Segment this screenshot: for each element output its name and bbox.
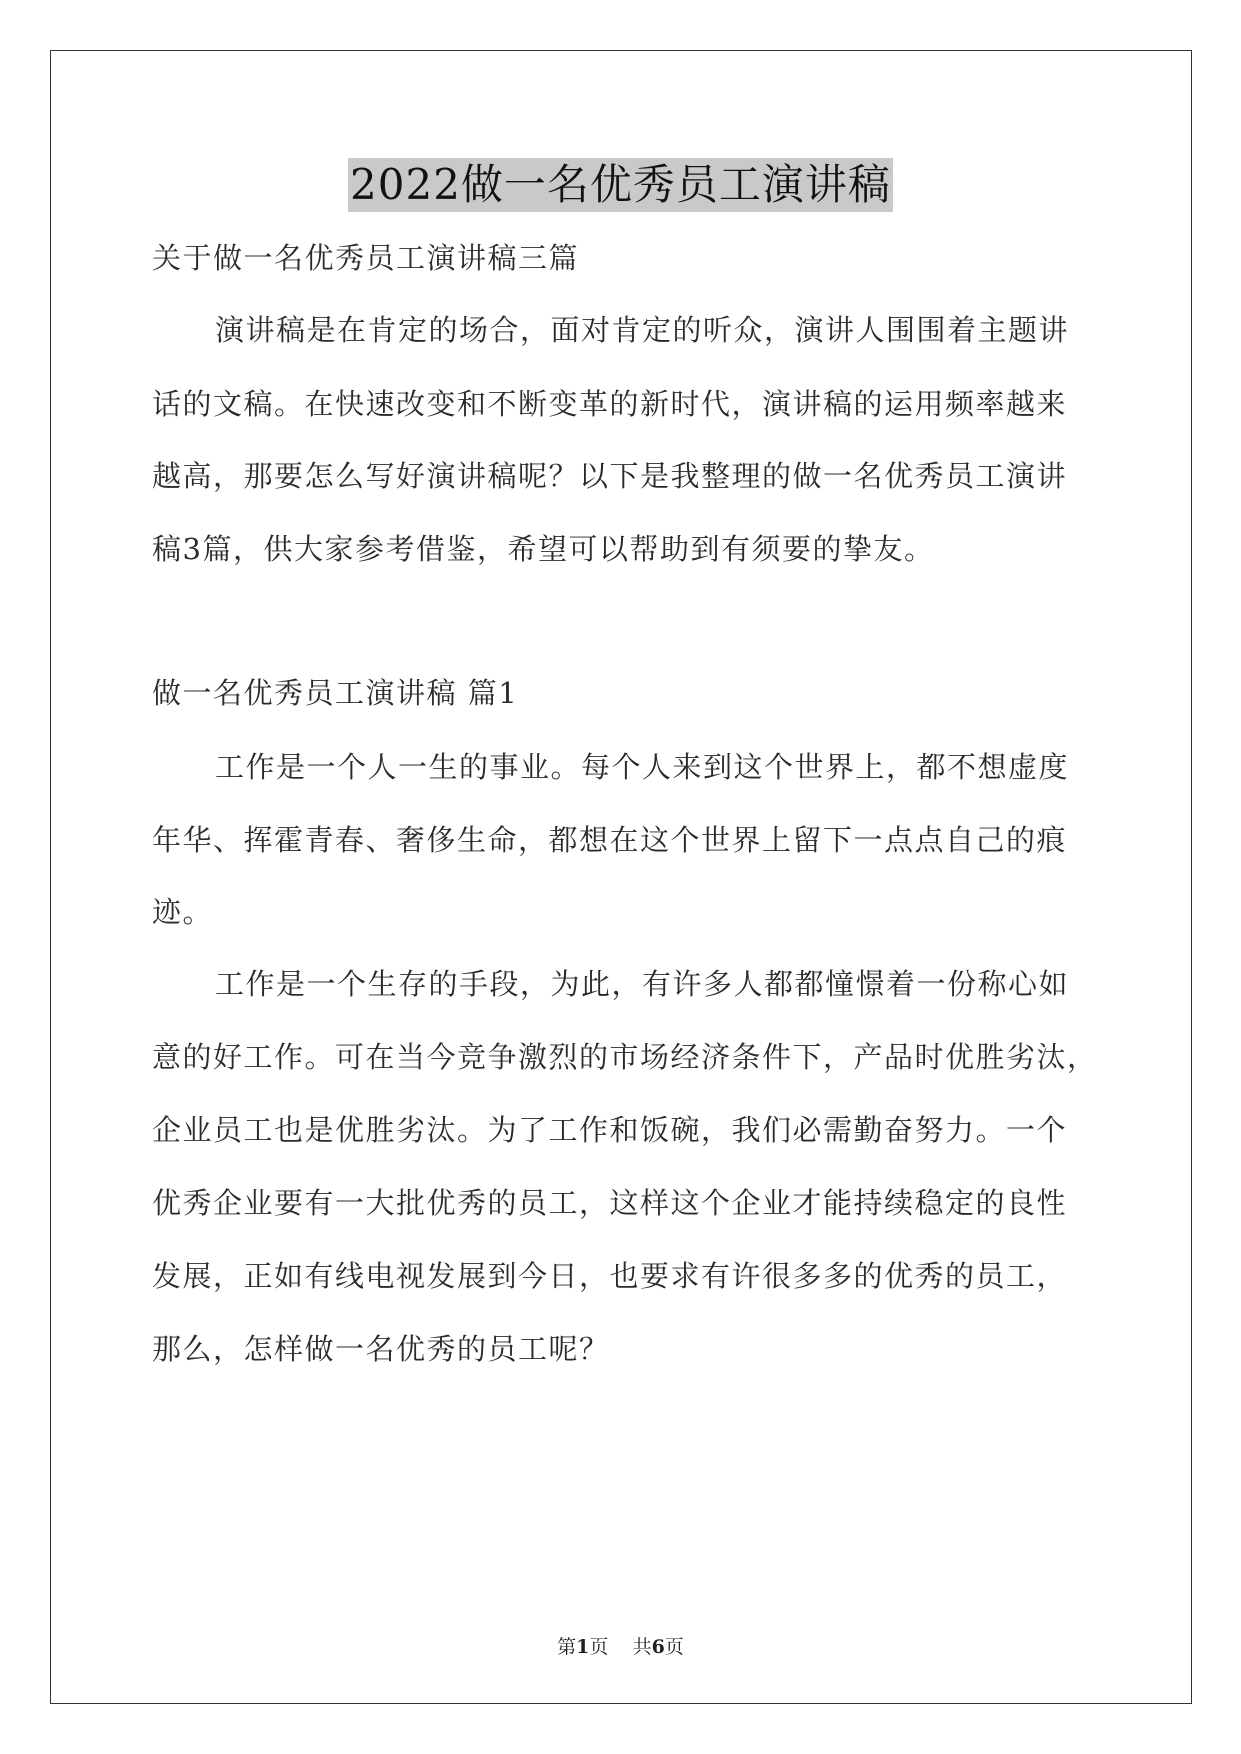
intro-line: 演讲稿是在肯定的场合，面对肯定的听众，演讲人围围着主题讲: [215, 313, 1070, 347]
document-title: 2022做一名优秀员工演讲稿: [348, 158, 893, 212]
paragraph-line: 企业员工也是优胜劣汰。为了工作和饭碗，我们必需勤奋努力。一个: [152, 1113, 1068, 1147]
page-suffix: 页: [589, 1636, 609, 1658]
title-container: [0, 158, 1241, 212]
page-current: 1: [576, 1636, 590, 1658]
paragraph-line: 工作是一个生存的手段，为此，有许多人都都憧憬着一份称心如: [215, 967, 1070, 1001]
paragraph-line: 发展，正如有线电视发展到今日，也要求有许很多多的优秀的员工，: [152, 1259, 1068, 1293]
paragraph-line: 年华、挥霍青春、奢侈生命，都想在这个世界上留下一点点自己的痕: [152, 823, 1068, 857]
page-footer: [0, 1632, 1241, 1659]
page-border: [50, 50, 1192, 1704]
page-prefix: 第: [557, 1636, 577, 1658]
intro-line: 稿3篇，供大家参考借鉴，希望可以帮助到有须要的挚友。: [152, 532, 935, 566]
paragraph-line: 那么，怎样做一名优秀的员工呢？: [152, 1332, 610, 1366]
total-suffix: 页: [664, 1636, 684, 1658]
document-subtitle: 关于做一名优秀员工演讲稿三篇: [152, 241, 580, 275]
paragraph-line: 优秀企业要有一大批优秀的员工，这样这个企业才能持续稳定的良性: [152, 1186, 1068, 1220]
intro-line: 话的文稿。在快速改变和不断变革的新时代，演讲稿的运用频率越来: [152, 387, 1068, 421]
section-heading: 做一名优秀员工演讲稿 篇1: [152, 676, 519, 710]
total-prefix: 共: [632, 1636, 652, 1658]
intro-line: 越高，那要怎么写好演讲稿呢？以下是我整理的做一名优秀员工演讲: [152, 459, 1068, 493]
paragraph-line: 工作是一个人一生的事业。每个人来到这个世界上，都不想虚度: [215, 750, 1070, 784]
paragraph-line: 意的好工作。可在当今竞争激烈的市场经济条件下，产品时优胜劣汰，: [152, 1040, 1098, 1074]
page-total: 6: [651, 1636, 665, 1658]
paragraph-line: 迹。: [152, 895, 214, 929]
